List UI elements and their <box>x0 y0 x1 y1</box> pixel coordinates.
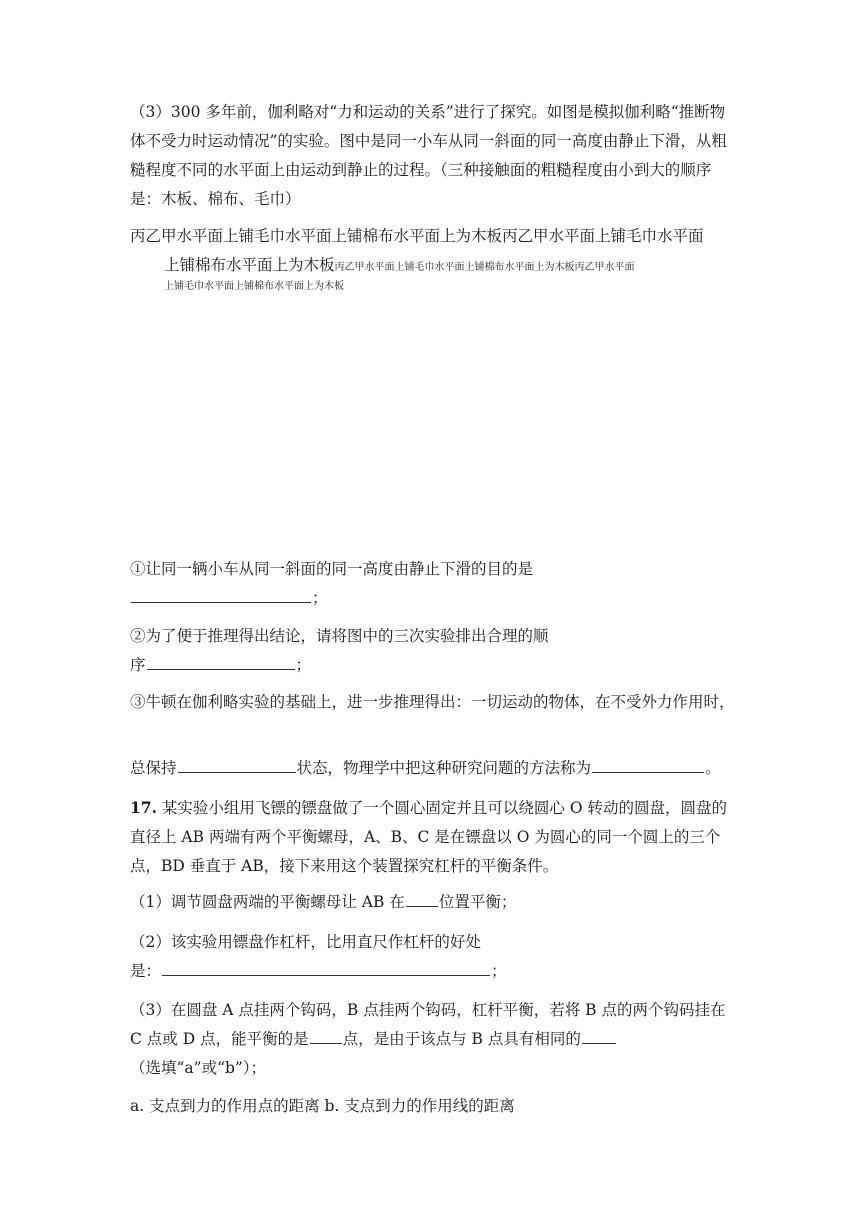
figure-placeholder <box>130 300 730 550</box>
figure-labels-large <box>130 222 730 282</box>
q17-part2: （2）该实验用镖盘作杠杆，比用直尺作杠杆的好处 是： ； <box>130 933 507 980</box>
q16-item2: ②为了便于推理得出结论，请将图中的三次实验排出合理的顺 序 ； <box>130 627 549 674</box>
figure-labels-large-line1: 丙乙甲水平面上铺毛巾水平面上铺棉布水平面上为木板丙乙甲水平面上铺毛巾水平面 <box>130 227 704 245</box>
q16-item3-blank2[interactable] <box>592 771 704 773</box>
q17-part3-blank2[interactable] <box>582 1042 616 1044</box>
q17-number: 17. <box>130 798 157 817</box>
q17-options: a. 支点到力的作用点的距离 b. 支点到力的作用线的距离 <box>130 1097 515 1115</box>
q16-part3-intro: （3）300 多年前，伽利略对“力和运动的关系”进行了探究。如图是模拟伽利略“推断物体不受力时运动情况”的实验。图中是同一小车从同一斜面的同一高度由静止下滑，从粗糙程度不同的水平面上由运动到静止的过程。（三种接触面的粗糙程度由小到大的顺序是：木板、棉布、毛巾） <box>130 103 727 208</box>
q16-item1-blank[interactable] <box>131 601 311 603</box>
q16-item3: ③牛顿在伽利略实验的基础上，进一步推理得出：一切运动的物体，在不受外力作用时， <box>130 693 735 711</box>
q17-part1-blank[interactable] <box>406 905 438 907</box>
q17-part1: （1）调节圆盘两端的平衡螺母让 AB 在 位置平衡； <box>130 893 517 911</box>
q16-item1: ①让同一辆小车从同一斜面的同一高度由静止下滑的目的是 ； <box>130 560 534 607</box>
q16-item2-blank[interactable] <box>147 668 295 670</box>
figure-labels-large-line2: 上铺棉布水平面上为木板丙乙甲水平面上铺毛巾水平面上铺棉布水平面上为木板丙乙甲水平面 <box>164 256 635 274</box>
q16-item3-line2: 总保持 状态，物理学中把这种研究问题的方法称为 。 <box>130 759 721 777</box>
q17-part2-blank[interactable] <box>162 974 490 976</box>
q17-stem: 17. 某实验小组用飞镖的镖盘做了一个圆心固定并且可以绕圆心 O 转动的圆盘，圆盘的直径上 AB 两端有两个平衡螺母，A、B、C 是在镖盘以 O 为圆心的同一个圆上的三个点，BD 垂直于 AB，接下来用这个装置探究杠杆的平衡条件。 <box>130 798 727 875</box>
figure-labels-small-line1: 丙乙甲水平面上铺毛巾水平面上铺棉布水平面上为木板丙乙甲水平面 <box>334 262 635 273</box>
q17-part3-blank1[interactable] <box>310 1042 342 1044</box>
q16-item3-blank1[interactable] <box>178 771 296 773</box>
figure-labels-small-line2: 上铺毛巾水平面上铺棉布水平面上为木板 <box>164 281 344 292</box>
q17-part3: （3）在圆盘 A 点挂两个钩码，B 点挂两个钩码，杠杆平衡，若将 B 点的两个钩码挂在 C 点或 D 点，能平衡的是 点，是由于该点与 B 点具有相同的 （选填“a”或“b”）； <box>130 1001 726 1077</box>
